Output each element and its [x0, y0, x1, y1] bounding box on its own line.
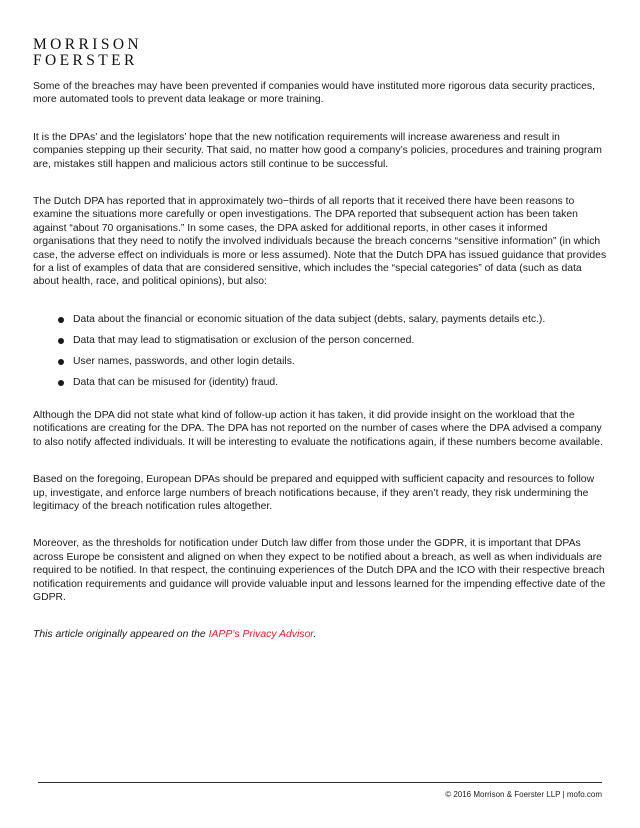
- article-body: [33, 80, 609, 666]
- sensitive-data-list: [33, 313, 609, 389]
- source-note-prefix: This article originally appeared on the: [33, 629, 209, 641]
- list-item-text: Data that may lead to stigmatisation or exclusion of the person concerned.: [73, 334, 415, 346]
- logo-line-2: FOERSTER: [33, 52, 138, 69]
- iapp-privacy-advisor-link[interactable]: IAPP’s Privacy Advisor: [208, 629, 314, 641]
- list-item: [33, 313, 609, 326]
- paragraph-3: The Dutch DPA has reported that in approximately two−thirds of all reports that it received there have been reasons to examine the situations more carefully or open investigations. The DPA reported that subsequent action has been taken against “about 70 organisations.” In some cases, the DPA asked for additional reports, in other cases it informed organisations that they need to notify the involved individuals because the breach concerns “sensitive information” (in which case, the adverse effect on individuals is more or less assumed). Note that the Dutch DPA has issued guidance that provides for a list of examples of data that are considered sensitive, which includes the “special categories” of data (such as data about health, race, and political opinions), but also:: [33, 196, 607, 288]
- paragraph-2: It is the DPAs’ and the legislators’ hope that the new notification requirements will increase awareness and result in companies stepping up their security. That said, no matter how good a company’s policies, procedures and training program are, mistakes still happen and malicious actors still continue to be successful.: [33, 131, 602, 170]
- company-logo: [33, 37, 142, 69]
- list-item: [33, 334, 609, 347]
- list-item: [33, 376, 609, 389]
- logo-line-1: MORRISON: [33, 36, 143, 53]
- source-note: [33, 628, 609, 641]
- footer-copyright: © 2016 Morrison & Foerster LLP | mofo.com: [445, 790, 602, 799]
- footer-divider: [38, 782, 602, 783]
- bullet-icon: [58, 380, 64, 386]
- list-item-text: Data that can be misused for (identity) fraud.: [73, 376, 279, 388]
- bullet-icon: [58, 359, 64, 365]
- paragraph-1: Some of the breaches may have been prevented if companies would have instituted more rigorous data security practices, more automated tools to prevent data leakage or more training.: [33, 81, 595, 106]
- list-item-text: User names, passwords, and other login details.: [73, 355, 295, 367]
- bullet-icon: [58, 338, 64, 344]
- list-item: [33, 355, 609, 368]
- paragraph-4: Although the DPA did not state what kind of follow-up action it has taken, it did provide insight on the workload that the notifications are creating for the DPA. The DPA has not reported on the number of cases where the DPA advised a company to also notify affected individuals. It will be interesting to evaluate the notifications again, if these numbers become available.: [33, 410, 603, 448]
- paragraph-6: Moreover, as the thresholds for notification under Dutch law differ from those under the GDPR, it is important that DPAs across Europe be consistent and aligned on when they expect to be notified about a breach, as well as when individuals are required to be notified. In that respect, the continuing experiences of the Dutch DPA and the ICO with their respective breach notification requirements and guidance will provide valuable input and lessons learned for the impending effective date of the GDPR.: [33, 538, 606, 604]
- bullet-icon: [58, 317, 64, 323]
- source-note-suffix: .: [313, 629, 317, 641]
- list-item-text: Data about the financial or economic situation of the data subject (debts, salary, payments details etc.).: [73, 313, 546, 325]
- paragraph-5: Based on the foregoing, European DPAs should be prepared and equipped with sufficient capacity and resources to follow up, investigate, and enforce large numbers of breach notifications because, if they aren’t ready, they risk undermining the legitimacy of the breach notification rules altogether.: [33, 474, 595, 513]
